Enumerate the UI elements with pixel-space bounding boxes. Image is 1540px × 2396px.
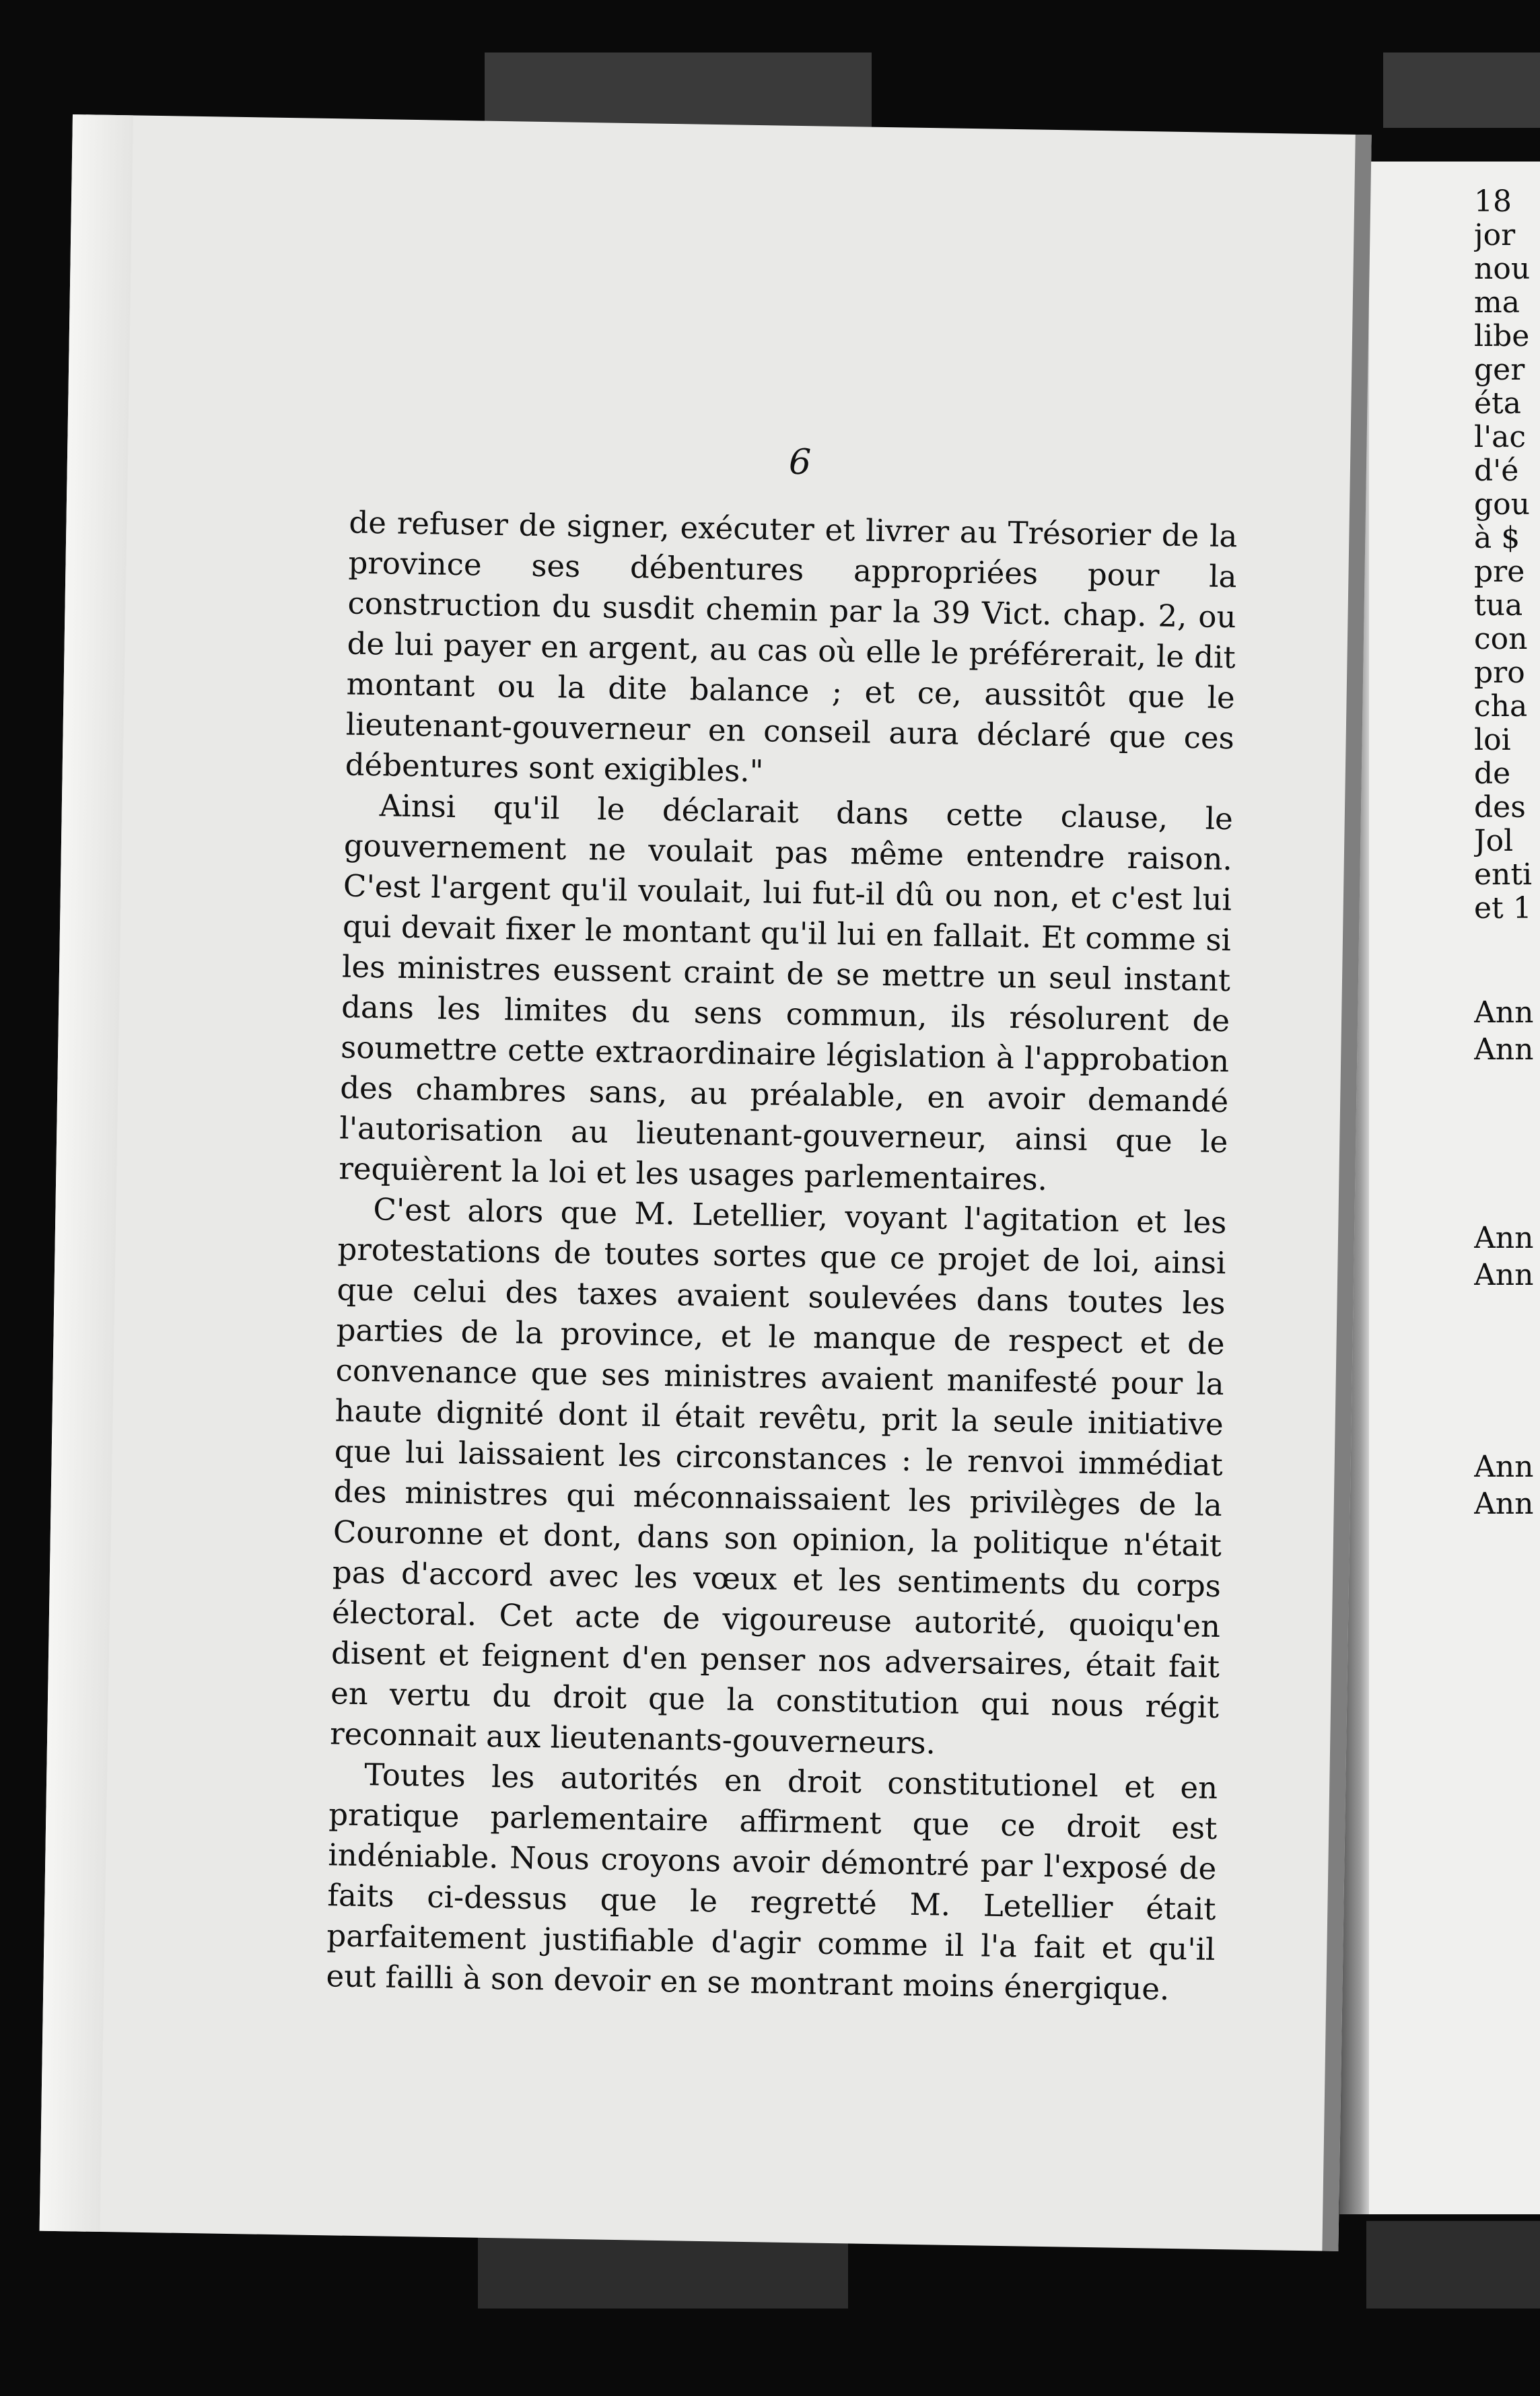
scan-margin-top-right: [1383, 52, 1540, 128]
facing-line: pro: [1474, 656, 1525, 690]
facing-line: 18: [1474, 184, 1512, 219]
facing-line: l'ac: [1474, 420, 1527, 454]
facing-line: Ann: [1474, 1032, 1534, 1067]
facing-line: Ann: [1474, 1221, 1534, 1255]
facing-line: et 1: [1474, 891, 1532, 925]
facing-line: Ann: [1474, 1450, 1534, 1484]
facing-line: enti: [1474, 857, 1533, 892]
facing-line: Jol: [1474, 824, 1514, 858]
facing-line: Ann: [1474, 1487, 1534, 1521]
facing-line: libe: [1474, 319, 1530, 353]
facing-line: éta: [1474, 386, 1521, 421]
facing-line: d'é: [1474, 454, 1519, 488]
paragraph: C'est alors que M. Letellier, voyant l'agitation et les protestations de toutes sortes que ce projet de loi, ainsi que celui des taxes avaient soulevées dans toutes les parties de la province, et le manque de respect et de convenance que ses ministres avaient manifesté pour la haute dignité dont il était revêtu, prit la seule initiative que lui laissaient les circonstances : le renvoi immédiat des ministres qui méconnaissaient les privilèges de la Couronne et dont, dans son opinion, la politique n'était pas d'accord avec les vœux et les sentiments du corps électoral. Cet acte de vigoureuse autorité, quoiqu'en disent et feignent d'en penser nos adversaires, était fait en vertu du droit que la constitution qui nous régit reconnait aux lieutenants-gouverneurs.: [329, 1191, 1227, 1761]
facing-line: tua: [1474, 588, 1523, 623]
facing-line: à $: [1474, 521, 1520, 555]
facing-page: [1339, 162, 1540, 2214]
paragraph: Ainsi qu'il le déclarait dans cette clause, le gouvernement ne voulait pas même entendre raison. C'est l'argent qu'il voulait, lui fut-il dû ou non, et c'est lui qui devait fixer le montant qu'il lui en fallait. Et comme si les ministres eussent craint de se mettre un seul instant dans les limites du sens commun, ils résolurent de soumettre cette extraordinaire législation à l'approbation des chambres sans, au préalable, en avoir demandé l'autorisation au lieutenant-gouverneur, ainsi que le requièrent la loi et les usages parlementaires.: [339, 787, 1234, 1197]
facing-line: Ann: [1474, 1258, 1534, 1292]
facing-line: Ann: [1474, 995, 1534, 1030]
body-text: [326, 503, 1238, 2010]
facing-line: jor: [1474, 218, 1516, 252]
scan-margin-bottom-right: [1366, 2221, 1540, 2309]
facing-line: de: [1474, 756, 1511, 791]
facing-line: gou: [1474, 487, 1530, 522]
facing-line: loi: [1474, 723, 1511, 757]
facing-line: con: [1474, 622, 1528, 656]
paragraph: Toutes les autorités en droit constitutionel et en pratique parlementaire affirment que ce droit est indéniable. Nous croyons avoir démontré par l'exposé de faits ci-dessus que le regretté M. Letellier était parfaitement justifiable d'agir comme il l'a fait et qu'il eut failli à son devoir en se montrant moins énergique.: [326, 1757, 1218, 2007]
facing-line: ma: [1474, 285, 1520, 320]
scan-margin-top-left: [485, 52, 872, 128]
facing-line: pre: [1474, 555, 1525, 589]
facing-line: nou: [1474, 252, 1531, 286]
facing-line: cha: [1474, 689, 1528, 724]
facing-line: ger: [1474, 353, 1525, 387]
page-edge: [40, 114, 133, 2232]
paragraph: de refuser de signer, exécuter et livrer au Trésorier de la province ses débentures appropriées pour la construction du susdit chemin par la 39 Vict. chap. 2, ou de lui payer en argent, au cas où elle le préférerait, le dit montant ou la dite balance ; et ce, aussitôt que le lieutenant-gouverneur en conseil aura déclaré que ces débentures sont exigibles.": [345, 504, 1238, 789]
book-page: [40, 114, 1372, 2251]
page-number: 6: [788, 442, 812, 483]
facing-line: des: [1474, 790, 1526, 824]
